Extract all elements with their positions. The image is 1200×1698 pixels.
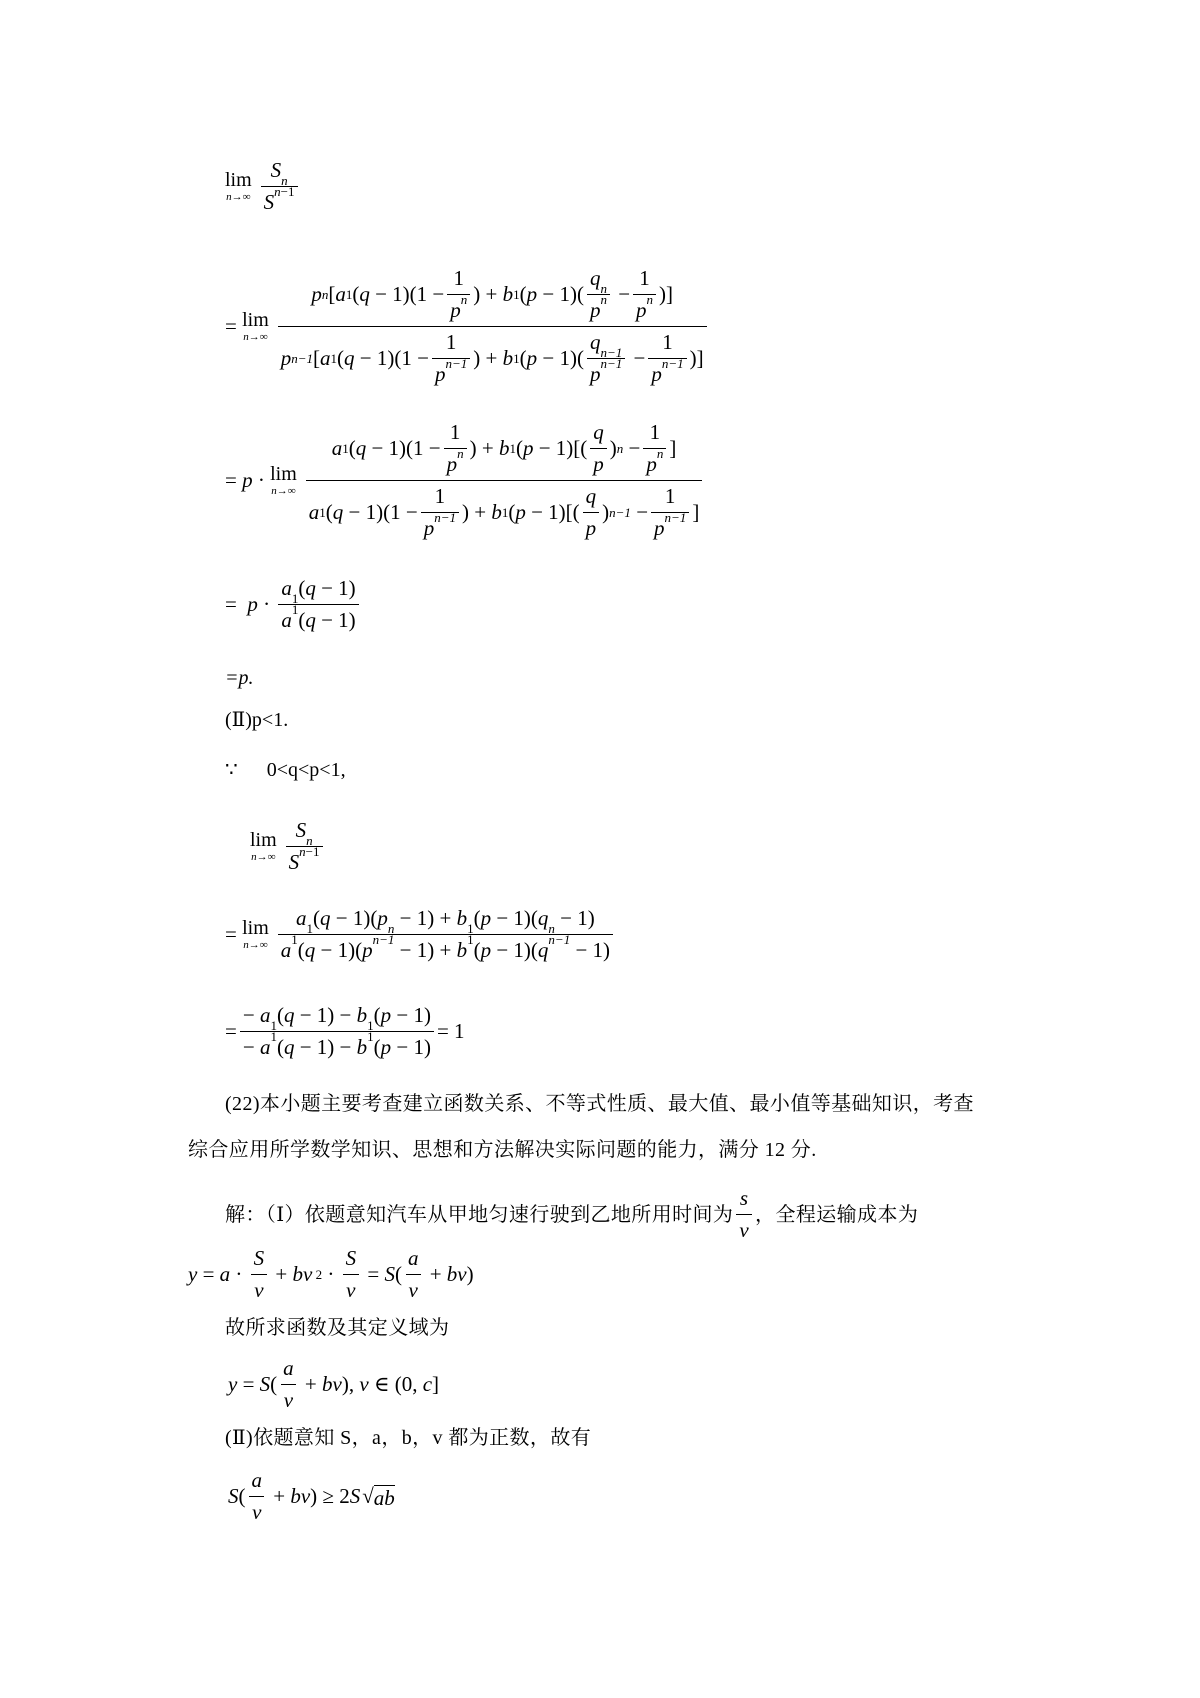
lim-operator: lim n→∞ xyxy=(250,829,277,863)
problem-22-line-1: (22)本小题主要考查建立函数关系、不等式性质、最大值、最小值等基础知识，考查 xyxy=(225,1093,974,1115)
limit-step-7: = − a 1 ( q − 1) − b 1 ( p − 1) − a 1 ( q − 1) − b 1 ( p − 1) = 1 xyxy=(225,1003,465,1059)
because-line xyxy=(225,760,346,780)
domain-intro: 故所求函数及其定义域为 xyxy=(225,1317,450,1339)
limit-step-6: = lim n→∞ a 1 ( q − 1)( p n − 1) + b 1 ( p − 1)( q n − 1) a 1 ( q − 1)( p n−1 − 1) + b 1 ( p − 1)( q n−1 − 1) xyxy=(225,908,616,961)
limit-step-4: = p · a 1 ( q − 1) a 1 ( q − 1) xyxy=(225,578,362,631)
limit-step-3: = p · lim n→∞ a 1 ( q − 1)(1 − 1 p n ) + b 1 ( p − 1)[( $\frac{q}{p}$ ) n − 1 p n ] a 1 ( q − 1)(1 − 1 p n−1 ) + b 1 ( p − 1)[( $\frac{q}{p}$ ) n−1 − 1 p n−1 ] xyxy=(225,422,705,539)
solution-1-line: 解：（Ⅰ）依题意知汽车从甲地匀速行驶到乙地所用时间为 $\frac{s}{v}$ ，全程运输成本为 xyxy=(225,1186,919,1242)
function-domain: y = S ( $\frac{a}{v}$ + bv ), v ∈ (0, c ] xyxy=(228,1356,440,1412)
because-condition: 0<q<p<1, xyxy=(266,759,346,781)
limit-expression-2: lim n→∞ S n S n −1 xyxy=(250,820,326,873)
lim-operator: lim n→∞ xyxy=(225,169,252,203)
cost-equation: y = a · $\frac{S}{v}$ + bv 2 · $\frac{S}{v}$ = S ( $\frac{a}{v}$ + bv ) xyxy=(188,1246,474,1302)
case-2-label: (Ⅱ)p<1. xyxy=(225,709,289,731)
result-eq-p: =p. xyxy=(225,667,254,689)
because-symbol: ∵ xyxy=(225,759,238,781)
limit-expression-1: lim n→∞ S n S n −1 xyxy=(225,160,301,213)
limit-step-2: = lim n→∞ p n [ a 1 ( q − 1)(1 − 1 p n ) + b 1 ( p − 1)( q n p n − 1 p n )] p n−1 [ a 1 ( q − 1)(1 − 1 p n−1 ) + b 1 ( p − 1)( q n−1 p n−1 − 1 p n−1 )] xyxy=(225,268,710,385)
solution-2-text: (Ⅱ)依题意知 S，a，b，v 都为正数，故有 xyxy=(225,1427,592,1449)
lim-operator: lim n→∞ xyxy=(242,917,269,951)
lim-operator: lim n→∞ xyxy=(242,309,269,343)
problem-22-line-2: 综合应用所学数学知识、思想和方法解决实际问题的能力，满分 12 分. xyxy=(188,1139,817,1161)
solution-1-prefix: 解：（Ⅰ）依题意知汽车从甲地匀速行驶到乙地所用时间为 xyxy=(225,1203,734,1226)
solution-1-suffix: ，全程运输成本为 xyxy=(755,1203,919,1226)
lim-operator: lim n→∞ xyxy=(270,463,297,497)
inequality: S ( $\frac{a}{v}$ + bv ) ≥ 2 S √ ab xyxy=(228,1468,395,1524)
